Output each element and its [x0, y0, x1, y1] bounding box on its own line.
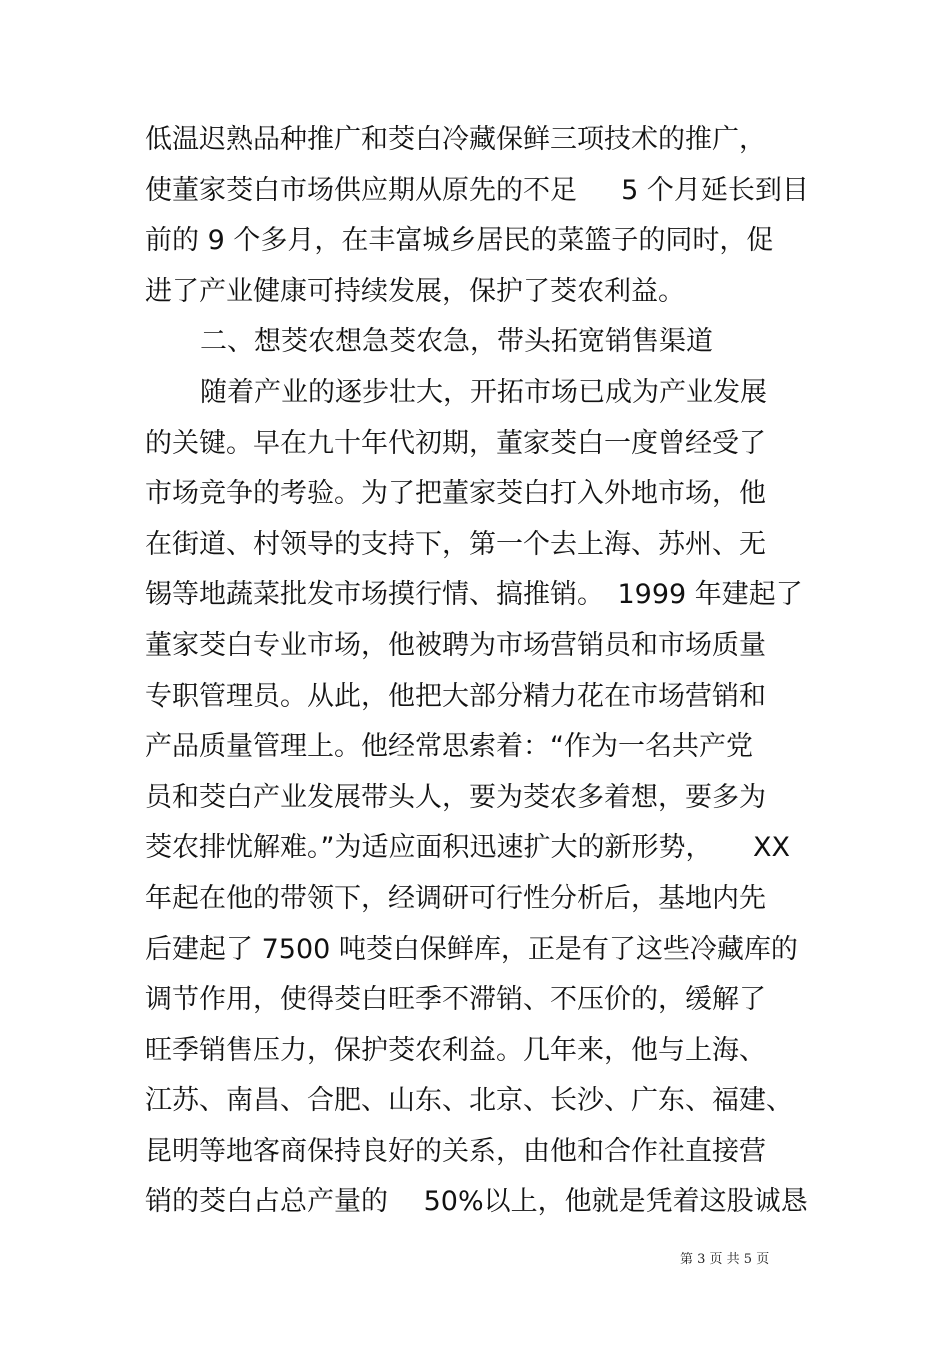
text-line: 在街道、村领导的支持下，第一个去上海、苏州、无	[145, 528, 766, 560]
section-heading: 二、想茭农想急茭农急，带头拓宽销售渠道	[200, 326, 713, 358]
text-line: 董家茭白专业市场，他被聘为市场营销员和市场质量	[145, 629, 766, 661]
text-line: 锡等地蔬菜批发市场摸行情、搞推销。 1999 年建起了	[145, 579, 803, 611]
text-line: 市场竞争的考验。为了把董家茭白打入外地市场，他	[145, 478, 766, 510]
text-line: 员和茭白产业发展带头人，要为茭农多着想，要多为	[145, 781, 766, 813]
body-text	[145, 115, 835, 1228]
text-line: 前的 9 个多月，在丰富城乡居民的菜篮子的同时，促	[145, 225, 774, 257]
text-line: 产品质量管理上。他经常思索着：“作为一名共产党	[145, 731, 753, 763]
text-line: 年起在他的带领下，经调研可行性分析后，基地内先	[145, 882, 766, 914]
text-line: 销的茭白占总产量的 50%以上，他就是凭着这股诚恳	[145, 1186, 808, 1218]
text-line: 进了产业健康可持续发展，保护了茭农利益。	[145, 275, 685, 307]
text-line: 后建起了 7500 吨茭白保鲜库，正是有了这些冷藏库的	[145, 933, 798, 965]
text-line: 江苏、南昌、合肥、山东、北京、长沙、广东、福建、	[145, 1085, 793, 1117]
text-line: 使董家茭白市场供应期从原先的不足 5 个月延长到目	[145, 174, 809, 206]
text-line: 专职管理员。从此，他把大部分精力花在市场营销和	[145, 680, 766, 712]
text-line: 昆明等地客商保持良好的关系，由他和合作社直接营	[145, 1135, 766, 1167]
text-line: 低温迟熟品种推广和茭白冷藏保鲜三项技术的推广，	[145, 124, 766, 155]
page-number-footer: 第 3 页 共 5 页	[680, 1252, 770, 1267]
text-line: 调节作用，使得茭白旺季不滞销、不压价的，缓解了	[145, 984, 766, 1016]
text-line: 随着产业的逐步壮大，开拓市场已成为产业发展	[200, 376, 767, 408]
text-line: 茭农排忧解难。”为适应面积迅速扩大的新形势， XX	[145, 832, 790, 864]
text-line: 旺季销售压力，保护茭农利益。几年来，他与上海、	[145, 1034, 766, 1066]
text-line: 的关键。早在九十年代初期，董家茭白一度曾经受了	[145, 427, 766, 459]
